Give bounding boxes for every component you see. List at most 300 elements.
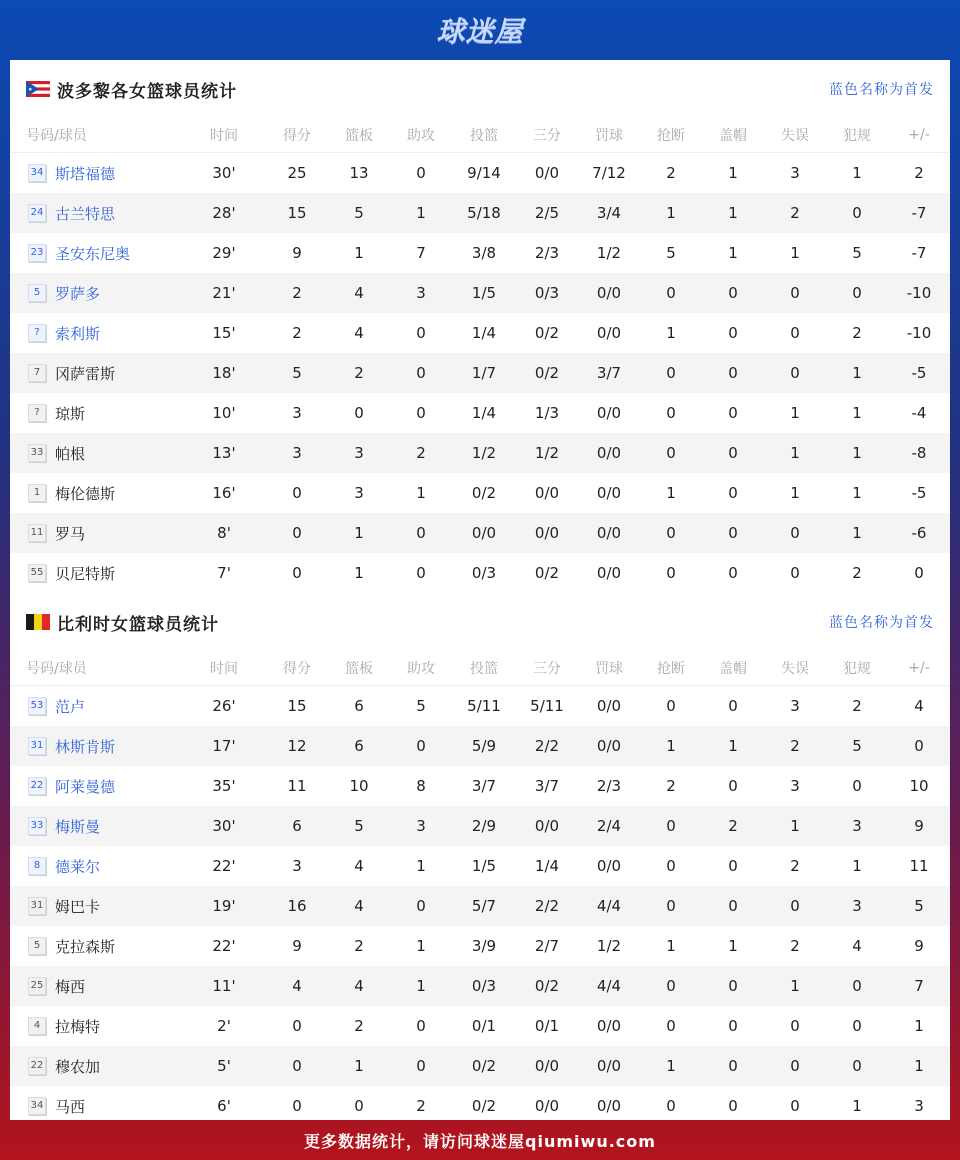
blocks-cell: 0 [702, 353, 764, 393]
points-cell: 0 [292, 1097, 302, 1115]
fouls-cell: 3 [826, 886, 888, 926]
player-row[interactable] [10, 313, 950, 353]
jersey-number-badge: 53 [28, 697, 46, 715]
player-name-link[interactable]: 冈萨雷斯 [55, 364, 116, 383]
player-row[interactable] [10, 1006, 950, 1046]
steals-cell: 1 [640, 1046, 702, 1086]
minutes-cell: 15' [212, 324, 236, 342]
player-row[interactable] [10, 926, 950, 966]
rebounds-cell: 0 [354, 1097, 364, 1115]
field-goals-cell: 1/5 [452, 273, 516, 313]
plus-minus-cell: -4 [911, 404, 927, 422]
plus-minus-cell: -5 [911, 484, 927, 502]
three-points-cell: 2/7 [534, 937, 560, 955]
turnovers-cell: 0 [790, 564, 800, 582]
three-points-cell: 1/2 [516, 433, 578, 473]
player-row[interactable] [10, 473, 950, 513]
minutes-cell: 21' [182, 273, 266, 313]
header-player: 号码/球员 [26, 661, 87, 677]
turnovers-cell: 0 [764, 513, 826, 553]
three-points-cell: 1/3 [534, 404, 560, 422]
three-points-cell: 0/1 [534, 1017, 560, 1035]
turnovers-cell: 1 [790, 244, 800, 262]
points-cell: 5 [266, 353, 328, 393]
header-rebounds: 篮板 [345, 661, 373, 677]
points-cell: 4 [266, 966, 328, 1006]
turnovers-cell: 1 [764, 966, 826, 1006]
rebounds-cell: 2 [328, 353, 390, 393]
steals-cell: 0 [640, 966, 702, 1006]
player-cell [10, 273, 182, 313]
field-goals-cell: 5/18 [452, 193, 516, 233]
header-free-throws: 罚球 [595, 661, 623, 677]
minutes-cell: 30' [182, 153, 266, 194]
minutes-cell: 22' [212, 937, 236, 955]
section-title: 波多黎各女篮球员统计 [57, 81, 237, 102]
blocks-cell: 1 [702, 193, 764, 233]
rebounds-cell: 2 [354, 1017, 364, 1035]
plus-minus-cell: 4 [888, 686, 950, 727]
free-throws-cell: 0/0 [596, 484, 622, 502]
three-points-cell: 2/2 [516, 726, 578, 766]
steals-cell: 1 [640, 726, 702, 766]
field-goals-cell: 0/0 [452, 513, 516, 553]
blocks-cell: 0 [728, 857, 738, 875]
plus-minus-cell: -6 [888, 513, 950, 553]
free-throws-cell: 0/0 [578, 686, 640, 727]
field-goals-cell: 1/7 [452, 353, 516, 393]
turnovers-cell: 0 [790, 324, 800, 342]
header-free-throws: 罚球 [595, 128, 623, 144]
assists-cell: 0 [390, 153, 452, 194]
stats-panel [10, 60, 950, 1120]
plus-minus-cell: 9 [914, 937, 924, 955]
steals-cell: 0 [640, 433, 702, 473]
rebounds-cell: 4 [354, 857, 364, 875]
points-cell: 2 [266, 273, 328, 313]
three-points-cell: 2/5 [516, 193, 578, 233]
jersey-number-badge: 34 [28, 1097, 46, 1115]
player-cell [10, 886, 182, 926]
assists-cell: 7 [416, 244, 426, 262]
player-row[interactable] [10, 393, 950, 433]
fouls-cell: 1 [826, 433, 888, 473]
player-name-link[interactable]: 姆巴卡 [55, 897, 101, 916]
field-goals-cell: 3/8 [471, 244, 497, 262]
three-points-cell: 2/3 [534, 244, 560, 262]
steals-cell: 0 [666, 857, 676, 875]
jersey-number-badge: 5 [28, 284, 46, 302]
free-throws-cell: 0/0 [596, 857, 622, 875]
player-name-link[interactable]: 阿莱曼德 [55, 777, 116, 796]
blocks-cell: 0 [702, 1046, 764, 1086]
fouls-cell: 0 [826, 193, 888, 233]
field-goals-cell: 5/9 [452, 726, 516, 766]
header-turnovers: 失误 [781, 128, 809, 144]
free-throws-cell: 1/2 [596, 937, 622, 955]
three-points-cell: 0/2 [534, 324, 560, 342]
player-row[interactable] [10, 433, 950, 473]
steals-cell: 0 [640, 806, 702, 846]
plus-minus-cell: 7 [888, 966, 950, 1006]
blocks-cell: 0 [702, 273, 764, 313]
fouls-cell: 3 [826, 806, 888, 846]
player-name-link[interactable]: 克拉森斯 [55, 937, 116, 956]
player-row[interactable] [10, 966, 950, 1006]
assists-cell: 0 [390, 353, 452, 393]
minutes-cell: 7' [217, 564, 231, 582]
assists-cell: 2 [390, 433, 452, 473]
assists-cell: 0 [416, 1017, 426, 1035]
minutes-cell: 22' [212, 857, 236, 875]
minutes-cell: 18' [182, 353, 266, 393]
points-cell: 9 [292, 244, 302, 262]
fouls-cell: 0 [852, 1017, 862, 1035]
fouls-cell: 5 [852, 244, 862, 262]
player-row[interactable] [10, 806, 950, 846]
header-steals: 抢断 [657, 661, 685, 677]
turnovers-cell: 2 [790, 937, 800, 955]
field-goals-cell: 2/9 [452, 806, 516, 846]
fouls-cell: 5 [826, 726, 888, 766]
blocks-cell: 0 [702, 433, 764, 473]
points-cell: 0 [292, 1017, 302, 1035]
three-points-cell: 0/0 [516, 513, 578, 553]
player-cell [10, 806, 182, 846]
player-cell [10, 766, 182, 806]
jersey-number-badge: 55 [28, 564, 46, 582]
header-blocks: 盖帽 [719, 128, 747, 144]
starter-note: 蓝色名称为首发 [829, 615, 934, 631]
fouls-cell: 1 [852, 404, 862, 422]
player-row[interactable] [10, 726, 950, 766]
jersey-number-badge: 4 [28, 1017, 46, 1035]
puerto-rico-flag-icon [26, 81, 50, 97]
rebounds-cell: 0 [354, 404, 364, 422]
rebounds-cell: 3 [328, 433, 390, 473]
player-row[interactable] [10, 846, 950, 886]
steals-cell: 0 [640, 513, 702, 553]
section-header [10, 60, 950, 118]
header-fouls: 犯规 [843, 661, 871, 677]
field-goals-cell: 3/9 [471, 937, 497, 955]
player-row[interactable] [10, 233, 950, 273]
minutes-cell: 30' [182, 806, 266, 846]
fouls-cell: 0 [826, 273, 888, 313]
jersey-number-badge: 33 [28, 817, 46, 835]
player-cell [10, 1006, 182, 1046]
steals-cell: 1 [666, 484, 676, 502]
three-points-cell: 0/2 [516, 966, 578, 1006]
player-name-link[interactable]: 斯塔福德 [55, 164, 116, 183]
three-points-cell: 0/0 [516, 806, 578, 846]
player-name-link[interactable]: 索利斯 [55, 324, 101, 343]
player-name-link[interactable]: 马西 [55, 1097, 86, 1116]
rebounds-cell: 4 [354, 324, 364, 342]
starter-note: 蓝色名称为首发 [829, 82, 934, 98]
blocks-cell: 1 [702, 153, 764, 194]
steals-cell: 1 [666, 937, 676, 955]
player-cell [10, 233, 182, 273]
player-row[interactable] [10, 193, 950, 233]
turnovers-cell: 2 [764, 193, 826, 233]
three-points-cell: 0/2 [534, 564, 560, 582]
blocks-cell: 0 [728, 324, 738, 342]
top-brand-bar [0, 0, 960, 60]
jersey-number-badge: 34 [28, 164, 46, 182]
free-throws-cell: 3/7 [578, 353, 640, 393]
blocks-cell: 0 [728, 404, 738, 422]
minutes-cell: 29' [212, 244, 236, 262]
assists-cell: 1 [416, 484, 426, 502]
fouls-cell: 0 [852, 777, 862, 795]
field-goals-cell: 5/7 [452, 886, 516, 926]
assists-cell: 0 [390, 513, 452, 553]
turnovers-cell: 1 [790, 484, 800, 502]
jersey-number-badge: 24 [28, 204, 46, 222]
assists-cell: 0 [390, 1046, 452, 1086]
player-name-link[interactable]: 梅西 [55, 977, 86, 996]
player-name-link[interactable]: 圣安东尼奥 [55, 244, 131, 263]
blocks-cell: 1 [728, 937, 738, 955]
header-turnovers: 失误 [781, 661, 809, 677]
player-cell [10, 153, 182, 194]
player-name-link[interactable]: 帕根 [55, 444, 86, 463]
header-steals: 抢断 [657, 128, 685, 144]
steals-cell: 0 [666, 564, 676, 582]
steals-cell: 0 [666, 404, 676, 422]
fouls-cell: 1 [852, 857, 862, 875]
rebounds-cell: 6 [328, 726, 390, 766]
section-header [10, 593, 950, 651]
minutes-cell: 35' [212, 777, 236, 795]
blocks-cell: 0 [728, 1017, 738, 1035]
plus-minus-cell: 0 [914, 564, 924, 582]
header-blocks: 盖帽 [719, 661, 747, 677]
player-name-link[interactable]: 古兰特思 [55, 204, 116, 223]
rebounds-cell: 6 [328, 686, 390, 727]
player-row[interactable] [10, 353, 950, 393]
assists-cell: 1 [416, 857, 426, 875]
free-throws-cell: 2/3 [596, 777, 622, 795]
rebounds-cell: 13 [328, 153, 390, 194]
assists-cell: 2 [416, 1097, 426, 1115]
player-cell [10, 1046, 182, 1086]
assists-cell: 0 [390, 726, 452, 766]
plus-minus-cell: 3 [914, 1097, 924, 1115]
blocks-cell: 0 [702, 513, 764, 553]
rebounds-cell: 1 [328, 513, 390, 553]
player-cell [10, 726, 182, 766]
steals-cell: 0 [640, 686, 702, 727]
turnovers-cell: 0 [790, 1017, 800, 1035]
blocks-cell: 0 [702, 966, 764, 1006]
free-throws-cell: 1/2 [596, 244, 622, 262]
plus-minus-cell: -10 [888, 273, 950, 313]
free-throws-cell: 0/0 [596, 1097, 622, 1115]
player-cell [10, 926, 182, 966]
rebounds-cell: 10 [349, 777, 369, 795]
minutes-cell: 17' [182, 726, 266, 766]
points-cell: 0 [266, 513, 328, 553]
player-name-link[interactable]: 罗萨多 [55, 284, 101, 303]
table-header-row [10, 651, 950, 686]
footer-link-text[interactable]: 更多数据统计，请访问球迷屋qiumiwu.com [304, 1131, 656, 1151]
steals-cell: 5 [666, 244, 676, 262]
jersey-number-badge: 1 [28, 484, 46, 502]
section-title: 比利时女篮球员统计 [57, 614, 219, 635]
fouls-cell: 2 [852, 564, 862, 582]
free-throws-cell: 3/4 [578, 193, 640, 233]
field-goals-cell: 3/7 [471, 777, 497, 795]
three-points-cell: 0/3 [516, 273, 578, 313]
assists-cell: 0 [416, 404, 426, 422]
points-cell: 0 [266, 1046, 328, 1086]
three-points-cell: 0/2 [516, 353, 578, 393]
rebounds-cell: 1 [354, 244, 364, 262]
header-field-goals: 投篮 [470, 661, 498, 677]
player-stats-table [10, 651, 950, 1126]
rebounds-cell: 1 [354, 564, 364, 582]
turnovers-cell: 0 [764, 273, 826, 313]
player-name-link[interactable]: 拉梅特 [55, 1017, 101, 1036]
field-goals-cell: 1/5 [471, 857, 497, 875]
steals-cell: 0 [640, 273, 702, 313]
field-goals-cell: 1/4 [471, 324, 497, 342]
assists-cell: 0 [390, 886, 452, 926]
minutes-cell: 11' [182, 966, 266, 1006]
free-throws-cell: 4/4 [578, 886, 640, 926]
minutes-cell: 13' [182, 433, 266, 473]
player-row[interactable] [10, 513, 950, 553]
player-row[interactable] [10, 273, 950, 313]
free-throws-cell: 0/0 [578, 273, 640, 313]
turnovers-cell: 1 [764, 433, 826, 473]
jersey-number-badge: 25 [28, 977, 46, 995]
field-goals-cell: 0/2 [471, 1097, 497, 1115]
jersey-number-badge: 33 [28, 444, 46, 462]
player-name-link[interactable]: 梅斯曼 [55, 817, 101, 836]
player-row[interactable] [10, 766, 950, 806]
points-cell: 0 [292, 484, 302, 502]
points-cell: 9 [292, 937, 302, 955]
assists-cell: 1 [416, 937, 426, 955]
field-goals-cell: 1/4 [471, 404, 497, 422]
rebounds-cell: 5 [328, 806, 390, 846]
jersey-number-badge: ? [28, 324, 46, 342]
fouls-cell: 1 [826, 513, 888, 553]
rebounds-cell: 4 [328, 273, 390, 313]
player-row[interactable] [10, 886, 950, 926]
rebounds-cell: 3 [354, 484, 364, 502]
player-name-link[interactable]: 林斯肯斯 [55, 737, 116, 756]
player-name-link[interactable]: 德莱尔 [55, 857, 101, 876]
header-points: 得分 [283, 661, 311, 677]
fouls-cell: 1 [826, 153, 888, 194]
points-cell: 12 [266, 726, 328, 766]
free-throws-cell: 2/4 [578, 806, 640, 846]
three-points-cell: 1/4 [534, 857, 560, 875]
player-name-link[interactable]: 梅伦德斯 [55, 484, 116, 503]
player-name-link[interactable]: 范卢 [55, 697, 86, 716]
jersey-number-badge: 31 [28, 737, 46, 755]
free-throws-cell: 0/0 [578, 726, 640, 766]
steals-cell: 0 [666, 1097, 676, 1115]
three-points-cell: 0/0 [516, 1046, 578, 1086]
player-name-link[interactable]: 穆农加 [55, 1057, 101, 1076]
fouls-cell: 2 [852, 324, 862, 342]
belgium-flag-icon [26, 614, 50, 630]
steals-cell: 2 [666, 777, 676, 795]
minutes-cell: 19' [182, 886, 266, 926]
turnovers-cell: 3 [790, 777, 800, 795]
three-points-cell: 2/2 [516, 886, 578, 926]
fouls-cell: 0 [826, 966, 888, 1006]
jersey-number-badge: 31 [28, 897, 46, 915]
free-throws-cell: 0/0 [596, 1017, 622, 1035]
minutes-cell: 8' [182, 513, 266, 553]
plus-minus-cell: -10 [906, 324, 932, 342]
header-points: 得分 [283, 128, 311, 144]
field-goals-cell: 0/3 [452, 966, 516, 1006]
minutes-cell: 10' [212, 404, 236, 422]
three-points-cell: 3/7 [534, 777, 560, 795]
header-minutes: 时间 [210, 128, 238, 144]
rebounds-cell: 4 [328, 886, 390, 926]
plus-minus-cell: 0 [888, 726, 950, 766]
blocks-cell: 0 [728, 484, 738, 502]
player-name-link[interactable]: 琼斯 [55, 404, 86, 423]
player-row[interactable] [10, 1046, 950, 1086]
player-name-link[interactable]: 贝尼特斯 [55, 564, 116, 583]
minutes-cell: 26' [182, 686, 266, 727]
player-row[interactable] [10, 553, 950, 593]
steals-cell: 0 [640, 886, 702, 926]
free-throws-cell: 0/0 [578, 1046, 640, 1086]
assists-cell: 3 [390, 273, 452, 313]
player-row[interactable] [10, 686, 950, 727]
player-stats-table [10, 118, 950, 593]
jersey-number-badge: 22 [28, 1057, 46, 1075]
points-cell: 25 [266, 153, 328, 194]
header-rebounds: 篮板 [345, 128, 373, 144]
site-logo: 球迷屋 [436, 15, 524, 48]
plus-minus-cell: -5 [888, 353, 950, 393]
points-cell: 0 [292, 564, 302, 582]
plus-minus-cell: -7 [888, 193, 950, 233]
player-row[interactable] [10, 153, 950, 194]
plus-minus-cell: 11 [909, 857, 929, 875]
header-three-points: 三分 [533, 128, 561, 144]
steals-cell: 2 [640, 153, 702, 194]
steals-cell: 1 [666, 324, 676, 342]
fouls-cell: 1 [852, 1097, 862, 1115]
free-throws-cell: 4/4 [578, 966, 640, 1006]
field-goals-cell: 0/1 [471, 1017, 497, 1035]
jersey-number-badge: 7 [28, 364, 46, 382]
plus-minus-cell: -8 [888, 433, 950, 473]
footer-bar [0, 1120, 960, 1160]
field-goals-cell: 5/11 [452, 686, 516, 727]
player-cell [10, 393, 182, 433]
turnovers-cell: 0 [764, 1046, 826, 1086]
player-cell [10, 513, 182, 553]
free-throws-cell: 0/0 [596, 564, 622, 582]
player-cell [10, 193, 182, 233]
player-name-link[interactable]: 罗马 [55, 524, 86, 543]
plus-minus-cell: 1 [888, 1046, 950, 1086]
turnovers-cell: 3 [764, 153, 826, 194]
